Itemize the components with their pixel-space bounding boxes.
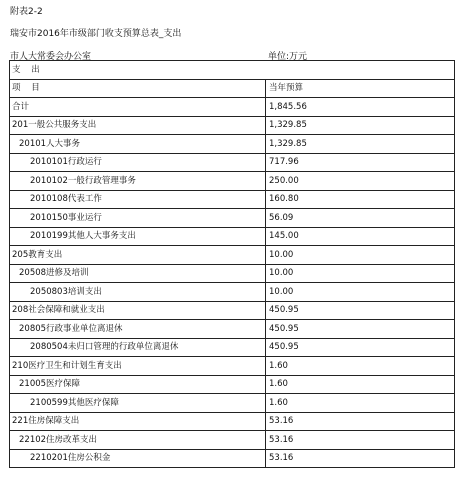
table-row	[10, 283, 455, 302]
department-name: 市人大常委会办公室	[10, 52, 92, 62]
row-label: 2010199其他人大事务支出	[10, 227, 266, 246]
row-value: 1.60	[266, 375, 455, 394]
row-value: 10.00	[266, 283, 455, 302]
row-value: 53.16	[266, 431, 455, 450]
row-label: 22102住房改革支出	[10, 431, 266, 450]
row-label: 2010108代表工作	[10, 190, 266, 209]
row-value: 1,845.56	[266, 98, 455, 117]
row-label: 201一般公共服务支出	[10, 116, 266, 135]
table-row	[10, 301, 455, 320]
row-label: 2010101行政运行	[10, 153, 266, 172]
row-value: 53.16	[266, 449, 455, 468]
table-row	[10, 375, 455, 394]
table-row	[10, 153, 455, 172]
table-row	[10, 320, 455, 339]
document-title: 瑞安市2016年市级部门收支预算总表_支出	[10, 29, 182, 39]
column-header-item: 项 目	[10, 79, 266, 98]
table-row	[10, 264, 455, 283]
table-row	[10, 412, 455, 431]
row-value: 250.00	[266, 172, 455, 191]
row-label: 210医疗卫生和计划生育支出	[10, 357, 266, 376]
row-value: 1.60	[266, 357, 455, 376]
column-header-budget: 当年预算	[266, 79, 455, 98]
column-header-row	[10, 79, 455, 98]
row-label: 2010102一般行政管理事务	[10, 172, 266, 191]
row-value: 145.00	[266, 227, 455, 246]
row-label: 221住房保障支出	[10, 412, 266, 431]
annex-label: 附表2-2	[10, 7, 43, 17]
table-row	[10, 394, 455, 413]
row-label: 合计	[10, 98, 266, 117]
section-header: 支 出	[10, 61, 455, 80]
row-label: 2080504未归口管理的行政单位离退休	[10, 338, 266, 357]
row-value: 717.96	[266, 153, 455, 172]
table-row	[10, 227, 455, 246]
row-label: 205教育支出	[10, 246, 266, 265]
row-label: 20101人大事务	[10, 135, 266, 154]
row-value: 1,329.85	[266, 116, 455, 135]
table-row	[10, 135, 455, 154]
row-value: 53.16	[266, 412, 455, 431]
table-row	[10, 116, 455, 135]
row-label: 208社会保障和就业支出	[10, 301, 266, 320]
table-row	[10, 98, 455, 117]
table-row	[10, 209, 455, 228]
row-value: 1,329.85	[266, 135, 455, 154]
table-row	[10, 246, 455, 265]
section-header-row	[10, 61, 455, 80]
table-row	[10, 172, 455, 191]
row-value: 10.00	[266, 246, 455, 265]
row-value: 1.60	[266, 394, 455, 413]
budget-table-body	[10, 61, 455, 468]
row-value: 10.00	[266, 264, 455, 283]
row-label: 2010150事业运行	[10, 209, 266, 228]
table-row	[10, 357, 455, 376]
row-label: 2210201住房公积金	[10, 449, 266, 468]
unit-label: 单位:万元	[268, 52, 308, 62]
table-row	[10, 190, 455, 209]
row-value: 160.80	[266, 190, 455, 209]
table-row	[10, 449, 455, 468]
row-value: 450.95	[266, 301, 455, 320]
budget-table	[9, 60, 455, 468]
row-value: 450.95	[266, 338, 455, 357]
table-row	[10, 338, 455, 357]
row-label: 2100599其他医疗保障	[10, 394, 266, 413]
row-value: 56.09	[266, 209, 455, 228]
row-label: 2050803培训支出	[10, 283, 266, 302]
row-label: 20508进修及培训	[10, 264, 266, 283]
row-value: 450.95	[266, 320, 455, 339]
table-row	[10, 431, 455, 450]
row-label: 21005医疗保障	[10, 375, 266, 394]
row-label: 20805行政事业单位离退休	[10, 320, 266, 339]
